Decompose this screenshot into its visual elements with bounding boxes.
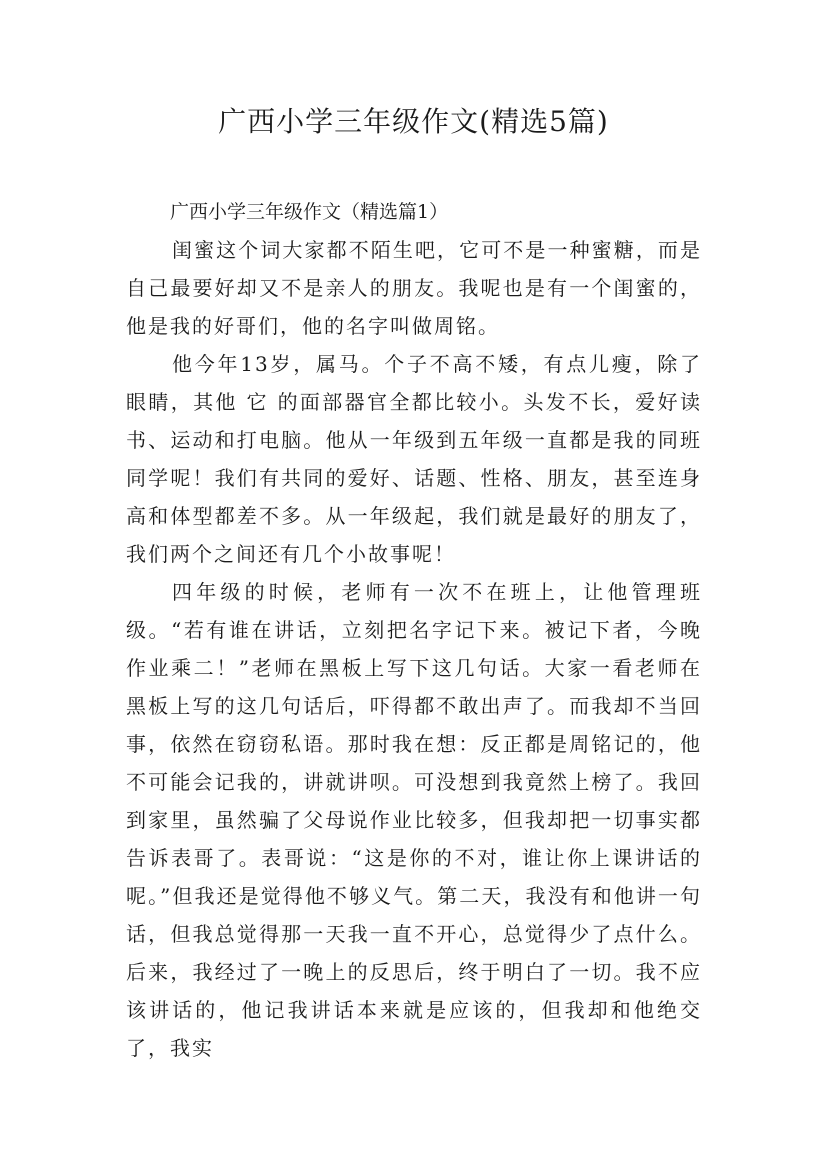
- document-title: 广西小学三年级作文(精选5篇): [218, 105, 609, 138]
- document-body: [126, 193, 702, 1067]
- paragraph-intro: 闺蜜这个词大家都不陌生吧，它可不是一种蜜糖，而是自己最要好却又不是亲人的朋友。我呢也是有一个闺蜜的，他是我的好哥们，他的名字叫做周铭。: [126, 238, 702, 338]
- paragraph-description: 他今年13岁，属马。个子不高不矮，有点儿瘦，除了眼睛，其他 它 的面部器官全都比较小。头发不长，爱好读书、运动和打电脑。他从一年级到五年级一直都是我的同班同学呢！我们有共同的爱好、话题、性格、朋友，甚至连身高和体型都差不多。从一年级起，我们就是最好的朋友了，我们两个之间还有几个小故事呢！: [126, 352, 702, 566]
- paragraph-story: 四年级的时候，老师有一次不在班上，让他管理班级。“若有谁在讲话，立刻把名字记下来。被记下者，今晚作业乘二！”老师在黑板上写下这几句话。大家一看老师在黑板上写的这几句话后，吓得都不敢出声了。而我却不当回事，依然在窃窃私语。那时我在想：反正都是周铭记的，他不可能会记我的，讲就讲呗。可没想到我竟然上榜了。我回到家里，虽然骗了父母说作业比较多，但我却把一切事实都告诉表哥了。表哥说：“这是你的不对，谁让你上课讲话的呢。”但我还是觉得他不够义气。第二天，我没有和他讲一句话，但我总觉得那一天我一直不开心，总觉得少了点什么。后来，我经过了一晚上的反思后，终于明白了一切。我不应该讲话的，他记我讲话本来就是应该的，但我却和他绝交了，我实: [126, 580, 702, 1060]
- section-heading: 广西小学三年级作文（精选篇1）: [170, 201, 449, 223]
